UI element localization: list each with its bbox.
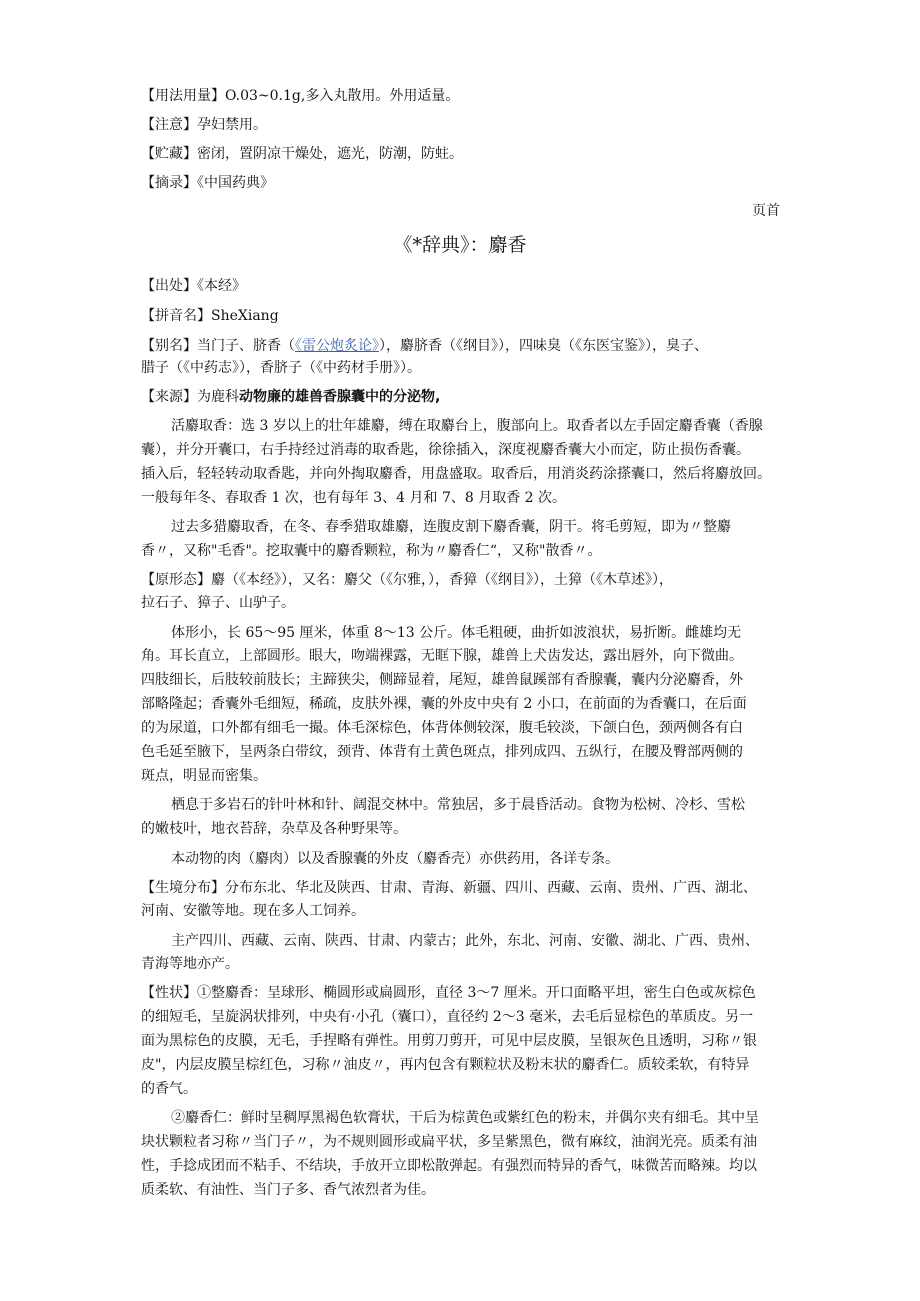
pinyin-line: 【拼音名】SheXiang (141, 308, 279, 324)
para-3-line-4: 部略隆起；香囊外毛细短，稀疏，皮肤外裸，囊的外皮中央有 2 小口，在前面的为香囊口，在后面 (141, 696, 747, 712)
distribution-line-1: 【生境分布】分布东北、华北及陕西、甘肃、青海、新疆、四川、西藏、云南、贵州、广西、湖北、 (141, 880, 757, 896)
origin-bold: 动物廉的雄兽香腺囊中的分泌物, (239, 389, 441, 405)
para-2-line-1: 过去多猎麝取香，在冬、春季猎取雄麝，连腹皮割下麝香囊，阴干。将毛剪短，即为〃整麝 (171, 519, 731, 535)
para-3-line-7: 斑点，明显而密集。 (141, 768, 267, 784)
para-6-line-1: 主产四川、西藏、云南、陕西、甘肃、内蒙古；此外，东北、河南、安徽、湖北、广西、贵州、 (171, 933, 759, 949)
para-2-line-2: 香〃，又称"毛香"。挖取囊中的麝香颗粒，称为〃麝香仁“，又称"散香〃。 (141, 543, 602, 559)
alias-line-1 (141, 336, 801, 356)
para-5-line-1: 本动物的肉（麝肉）以及香腺囊的外皮（麝香壳）亦供药用，各详专条。 (171, 851, 619, 867)
alias-text-a: 【别名】当门子、脐香（ (141, 338, 295, 354)
para-1-line-4: 一般每年冬、春取香 1 次，也有每年 3、4 月和 7、8 月取香 2 次。 (141, 490, 567, 506)
para-1-line-2: 囊），并分开囊口，右手持经过消毒的取香匙，徐徐插入，深度视麝香囊大小而定，防止损伤香囊。 (141, 442, 750, 458)
para-7-line-1: ②麝香仁：鲜时呈稠厚黑褐色软膏状，干后为棕黄色或紫红色的粉末，并偶尔夹有细毛。其中呈 (171, 1110, 759, 1126)
para-6-line-2: 青海等地亦产。 (141, 956, 239, 972)
para-1-line-1: 活麝取香：选 3 岁以上的壮年雄麝，缚在取麝台上，腹部向上。取香者以左手固定麝香囊（香腺 (171, 418, 763, 434)
para-3-line-2: 角。耳长直立，上部圆形。眼大，吻端裸露，无眶下腺，雄兽上犬齿发达，露出唇外，向下微曲。 (141, 648, 743, 664)
origin-line (141, 387, 801, 407)
para-7-line-4: 质柔软、有油性、当门子多、香气浓烈者为佳。 (141, 1182, 435, 1198)
para-1-line-3: 插入后，轻轻转动取香匙，并向外掏取麝香，用盘盛取。取香后，用消炎药涂搽囊口，然后将麝放回。 (141, 466, 771, 482)
properties-line-5: 的香气。 (141, 1081, 197, 1097)
para-7-line-3: 性，手捻成团而不粘手、不结块，手放开立即松散弹起。有强烈而特异的香气，味微苦而略辣。均以 (141, 1158, 757, 1174)
para-3-line-1: 体形小，长 65～95 厘米，体重 8～13 公斤。体毛粗硬，曲折如波浪状，易折断。雌雄均无 (171, 625, 742, 641)
usage-line: 【用法用量】O.03~0.1g,多入丸散用。外用适量。 (141, 88, 460, 104)
distribution-line-2: 河南、安徽等地。现在多人工饲养。 (141, 903, 365, 919)
form-line-2: 拉石子、獐子、山驴子。 (141, 595, 295, 611)
para-3-line-3: 四肢细长，后肢较前肢长；主蹄狭尖，侧蹄显着，尾短，雄兽鼠蹊部有香腺囊，囊内分泌麝香，外 (141, 672, 743, 688)
para-4-line-1: 栖息于多岩石的针叶林和针、阔混交林中。常独居，多于晨昏活动。食物为松树、冷杉、雪松 (171, 797, 745, 813)
para-3-line-6: 色毛延至腋下，呈两条白带纹，颈背、体背有土黄色斑点，排列成四、五纵行，在腰及臀部两侧的 (141, 744, 743, 760)
page-head-link[interactable]: 页首 (752, 203, 780, 219)
form-line-1: 【原形态】麝（《本经》），又名：麝父（《尔雅，），香獐（《纲目》），土獐（《木草述》）， (141, 572, 673, 588)
para-3-line-5: 的为尿道，口外都有细毛一撮。体毛深棕色，体背体侧较深，腹毛较淡，下颌白色，颈两侧各有白 (141, 720, 743, 736)
page-title: 《*辞典》：麝香 (393, 234, 527, 256)
alias-link[interactable]: 《雷公炮炙论》 (295, 338, 379, 354)
para-7-line-2: 块状颗粒者习称〃当门子〃，为不规则圆形或扁平状，多呈紫黑色，微有麻纹，油润光亮。质柔有油 (141, 1134, 757, 1150)
origin-label: 【来源】为鹿科 (141, 389, 239, 405)
alias-line-2: 腊子（《中药志》），香脐子（《中药材手册》）。 (141, 360, 421, 376)
properties-line-2: 的细短毛，呈旋涡状排列，中央有·小孔（囊口），直径约 2～3 毫米，去毛后显棕色的革质皮。另一 (141, 1009, 754, 1025)
storage-line: 【贮藏】密闭，置阴凉干燥处，遮光，防潮，防蛀。 (141, 146, 463, 162)
caution-line: 【注意】孕妇禁用。 (141, 117, 267, 133)
properties-line-3: 面为黑棕色的皮膜，无毛，手捏略有弹性。用剪刀剪开，可见中层皮膜，呈银灰色且透明，习称〃银 (141, 1033, 757, 1049)
properties-line-1: 【性状】①整麝香：呈球形、椭圆形或扁圆形，直径 3～7 厘米。开口面略平坦，密生白色或灰棕色 (141, 985, 756, 1001)
para-4-line-2: 的嫩枝叶，地衣苔辞，杂草及各种野果等。 (141, 821, 407, 837)
source-line: 【出处】《本经》 (141, 278, 246, 294)
excerpt-line: 【摘录】《中国药典》 (141, 175, 274, 191)
alias-text-b: ），麝脐香（《纲目》），四味臭（《东医宝鉴》），臭子、 (379, 338, 708, 354)
properties-line-4: 皮"，内层皮膜呈棕红色，习称〃油皮〃，再内包含有颗粒状及粉末状的麝香仁。质较柔软，有特异 (141, 1057, 750, 1073)
